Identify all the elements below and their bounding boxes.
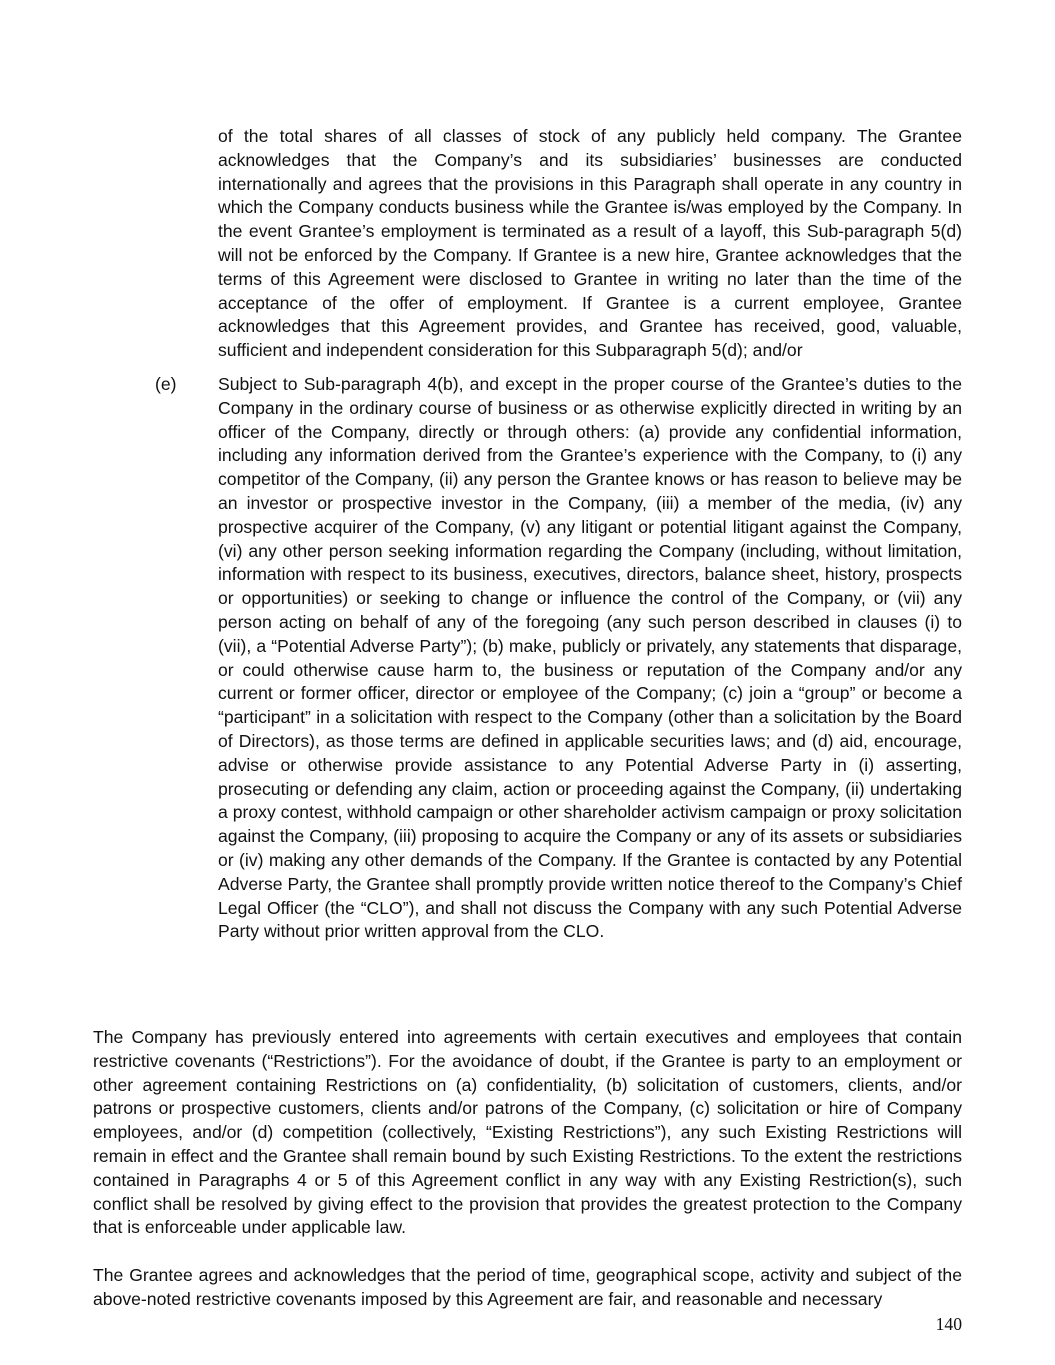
subparagraph-e-marker: (e) (155, 374, 177, 394)
reasonableness-paragraph: The Grantee agrees and acknowledges that the period of time, geographical scope, activity and subject of the above-noted restrictive covenants imposed by this Agreement are fair, and reasonable and necessary (93, 1265, 962, 1309)
subparagraph-e-text: Subject to Sub-paragraph 4(b), and except in the proper course of the Grantee’s duties to the Company in the ordinary course of business or as otherwise explicitly directed in writing by an officer of the Company, directly or through others: (a) provide any confidential information, including any information derived from the Grantee’s experience with the Company, to (i) any competitor of the Company, (ii) any person the Grantee knows or has reason to believe may be an investor or prospective investor in the Company, (iii) a member of the media, (iv) any prospective acquirer of the Company, (v) any litigant or potential litigant against the Company, (vi) any other person seeking information regarding the Company (including, without limitation, information with respect to its business, executives, directors, balance sheet, history, prospects or opportunities) or seeking to change or influence the control of the Company, or (vii) any person acting on behalf of any of the foregoing (any such person described in clauses (i) to (vii), a “Potential Adverse Party”); (b) make, publicly or privately, any statements that disparage, or could otherwise cause harm to, the business or reputation of the Company and/or any current or former officer, director or employee of the Company; (c) join a “group” or become a “participant” in a solicitation with respect to the Company (other than a solicitation by the Board of Directors), as those terms are defined in applicable securities laws; and (d) aid, encourage, advise or otherwise provide assistance to any Potential Adverse Party in (i) asserting, prosecuting or defending any claim, action or proceeding against the Company, (ii) undertaking a proxy contest, withhold campaign or other shareholder activism campaign or proxy solicitation against the Company, (iii) proposing to acquire the Company or any of its assets or subsidiaries or (iv) making any other demands of the Company. If the Grantee is contacted by any Potential Adverse Party, the Grantee shall promptly provide written notice thereof to the Company’s Chief Legal Officer (the “CLO”), and shall not discuss the Company with any such Potential Adverse Party without prior written approval from the CLO. (218, 374, 962, 942)
page-number: 140 (935, 1314, 962, 1334)
subparagraph-d-continuation: of the total shares of all classes of stock of any publicly held company. The Grantee acknowledges that the Company’s and its subsidiaries’ businesses are conducted internationally and agrees that the provisions in this Paragraph shall operate in any country in which the Company conducts business while the Grantee is/was employed by the Company. In the event Grantee’s employment is terminated as a result of a layoff, this Sub-paragraph 5(d) will not be enforced by the Company. If Grantee is a new hire, Grantee acknowledges that the terms of this Agreement were disclosed to Grantee in writing no later than the time of the acceptance of the offer of employment. If Grantee is a current employee, Grantee acknowledges that this Agreement provides, and Grantee has received, good, valuable, sufficient and independent consideration for this Subparagraph 5(d); and/or (218, 126, 962, 361)
existing-restrictions-paragraph: The Company has previously entered into agreements with certain executives and employees that contain restrictive covenants (“Restrictions”). For the avoidance of doubt, if the Grantee is party to an employment or other agreement containing Restrictions on (a) confidentiality, (b) solicitation of customers, clients, and/or patrons or prospective customers, clients and/or patrons of the Company, (c) solicitation or hire of Company employees, and/or (d) competition (collectively, “Existing Restrictions”), any such Existing Restrictions will remain in effect and the Grantee shall remain bound by such Existing Restrictions. To the extent the restrictions contained in Paragraphs 4 or 5 of this Agreement conflict in any way with any Existing Restriction(s), such conflict shall be resolved by giving effect to the provision that provides the greatest protection to the Company that is enforceable under applicable law. (93, 1027, 962, 1238)
